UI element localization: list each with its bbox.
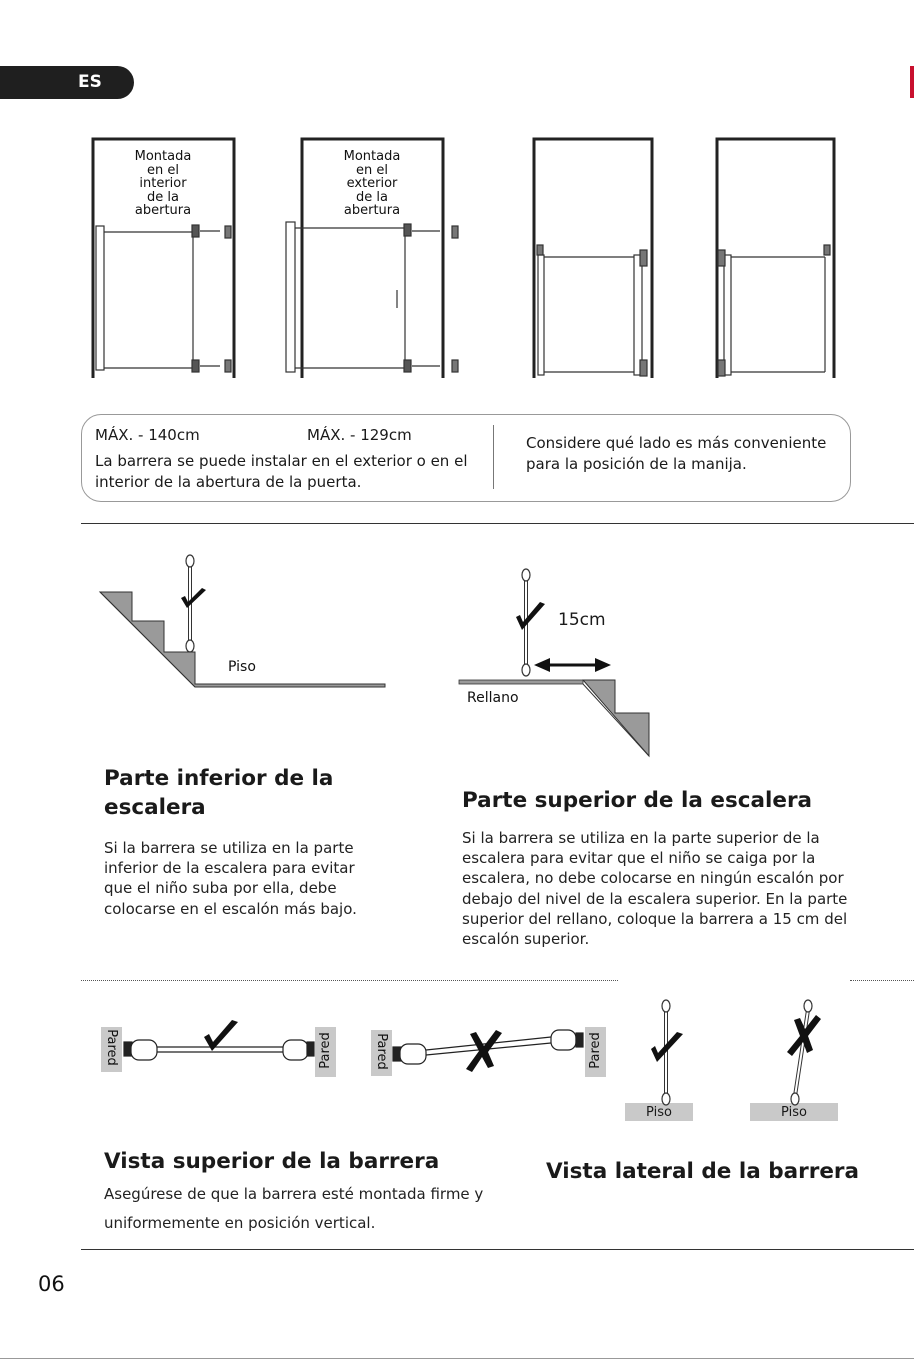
distance-label: 15cm: [558, 610, 606, 630]
door2-label: Montada en el exterior de la abertura: [343, 149, 401, 218]
wall-block-2: [315, 1027, 336, 1077]
wall-block-3: [371, 1030, 392, 1076]
language-tab: ES: [0, 66, 134, 99]
wall-block-1: [101, 1027, 122, 1072]
side-view-title: Vista lateral de la barrera: [546, 1159, 860, 1184]
top-stairs-title: Parte superior de la escalera: [462, 788, 813, 813]
install-text: La barrera se puede instalar en el exterior o en el interior de la abertura de la puerta.: [95, 452, 468, 491]
page-number: 06: [38, 1272, 65, 1296]
top-view-text-2: uniformemente en posición vertical.: [104, 1214, 376, 1232]
wall-block-4: [585, 1027, 606, 1077]
landing-label: Rellano: [467, 690, 519, 706]
side-view-incorrect: [750, 1000, 838, 1121]
top-view-title: Vista superior de la barrera: [104, 1149, 440, 1174]
floor-label: Piso: [228, 659, 256, 675]
floor-label-side-incorrect: Piso: [781, 1105, 807, 1120]
handle-text: Considere qué lado es más conveniente para la posición de la manija.: [526, 434, 827, 473]
side-view-correct: [625, 1000, 693, 1121]
max-outside-label: MÁX. - 129cm: [307, 426, 412, 444]
top-view-correct: [124, 1020, 314, 1060]
floor-label-side-correct: Piso: [646, 1105, 672, 1120]
bottom-stairs-title: Parte inferior de la escalera: [104, 766, 334, 820]
door1-label: Montada en el interior de la abertura: [134, 149, 192, 218]
wall-label: Pared: [588, 1032, 603, 1069]
top-view-text-1: Asegúrese de que la barrera esté montada firme y: [104, 1185, 484, 1203]
cross-icon: [787, 1015, 821, 1056]
top-stairs-text: Si la barrera se utiliza en la parte superior de la escalera para evitar que el niño se caiga por la escalera, no debe colocarse en ningún escalón por debajo del nivel de la escalera superior. En la parte superior del rellano, coloque la barrera a 15 cm del escalón superior.: [462, 829, 848, 949]
max-inside-label: MÁX. - 140cm: [95, 426, 200, 444]
check-icon: [204, 1020, 238, 1051]
bottom-stairs-text: Si la barrera se utiliza en la parte inferior de la escalera para evitar que el niño suba por ella, debe colocarse en el escalón más bajo.: [104, 839, 357, 918]
top-view-incorrect: [393, 1030, 583, 1072]
wall-label: Pared: [318, 1032, 333, 1069]
wall-label: Pared: [104, 1029, 119, 1066]
wall-label: Pared: [374, 1033, 389, 1070]
section-divider-2: [81, 1249, 914, 1250]
page-bottom-line: [0, 1358, 914, 1359]
